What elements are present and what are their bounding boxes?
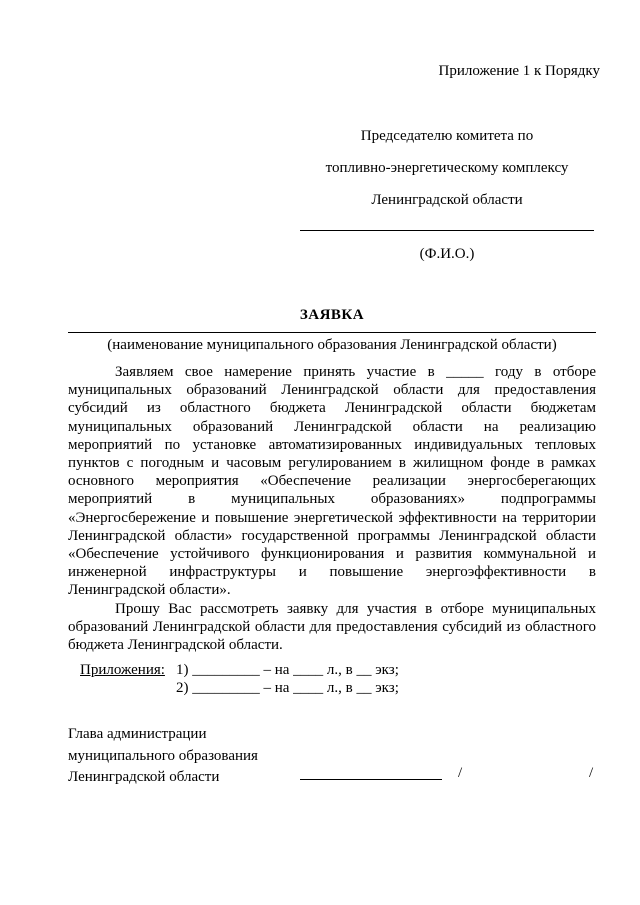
signature-underline — [300, 779, 442, 780]
attachments-label: Приложения: — [80, 662, 165, 678]
fio-label: (Ф.И.О.) — [419, 246, 475, 262]
addressee-line: Председателю комитета по — [360, 128, 534, 144]
addressee-line: топливно-энергетическому комплексу — [325, 160, 569, 176]
signatory-line: Глава администрации — [68, 726, 207, 742]
attachment-item: 2) _________ – на ____ л., в __ экз; — [176, 680, 399, 696]
municipality-underline — [68, 332, 596, 333]
addressee-block — [300, 120, 594, 216]
application-body — [68, 363, 596, 654]
municipality-label: (наименование муниципального образования Ленинградской области) — [107, 337, 557, 353]
signature-separator: / — [589, 765, 594, 781]
body-paragraph: Заявляем свое намерение принять участие в _____ году в отборе муниципальных образований Ленинградской области для предоставления субсидий из областного бюджета Ленинградской области бюджетам муниципальных образований Ленинградской области на реализацию мероприятий по установке автоматизированных индивидуальных тепловых пунктов с погодным и часовым регулированием в жилищном фонде в рамках основного мероприятия «Обеспечение реализации энергосберегающих мероприятий в муниципальных образованиях» подпрограммы «Энергосбережение и повышение энергетической эффективности на территории Ленинградской области» государственной программы Ленинградской области «Обеспечение устойчивого функционирования и развития коммунальной и инженерной инфраструктуры и повышение энергоэффективности в Ленинградской области». — [68, 364, 596, 599]
attachment-item: 1) _________ – на ____ л., в __ экз; — [176, 662, 399, 678]
signatory-line: Ленинградской области — [68, 769, 220, 785]
fio-underline — [300, 230, 594, 231]
body-paragraph: Прошу Вас рассмотреть заявку для участия в отборе муниципальных образований Ленинградской области для предоставления субсидий из областного бюджета Ленинградской области. — [68, 600, 596, 654]
signatory-line: муниципального образования — [68, 747, 258, 764]
signatory-block — [68, 724, 258, 789]
addressee-line: Ленинградской области — [371, 192, 523, 208]
signature-separator: / — [458, 765, 463, 781]
appendix-note: Приложение 1 к Порядку — [438, 63, 600, 79]
document-title: ЗАЯВКА — [299, 307, 365, 323]
